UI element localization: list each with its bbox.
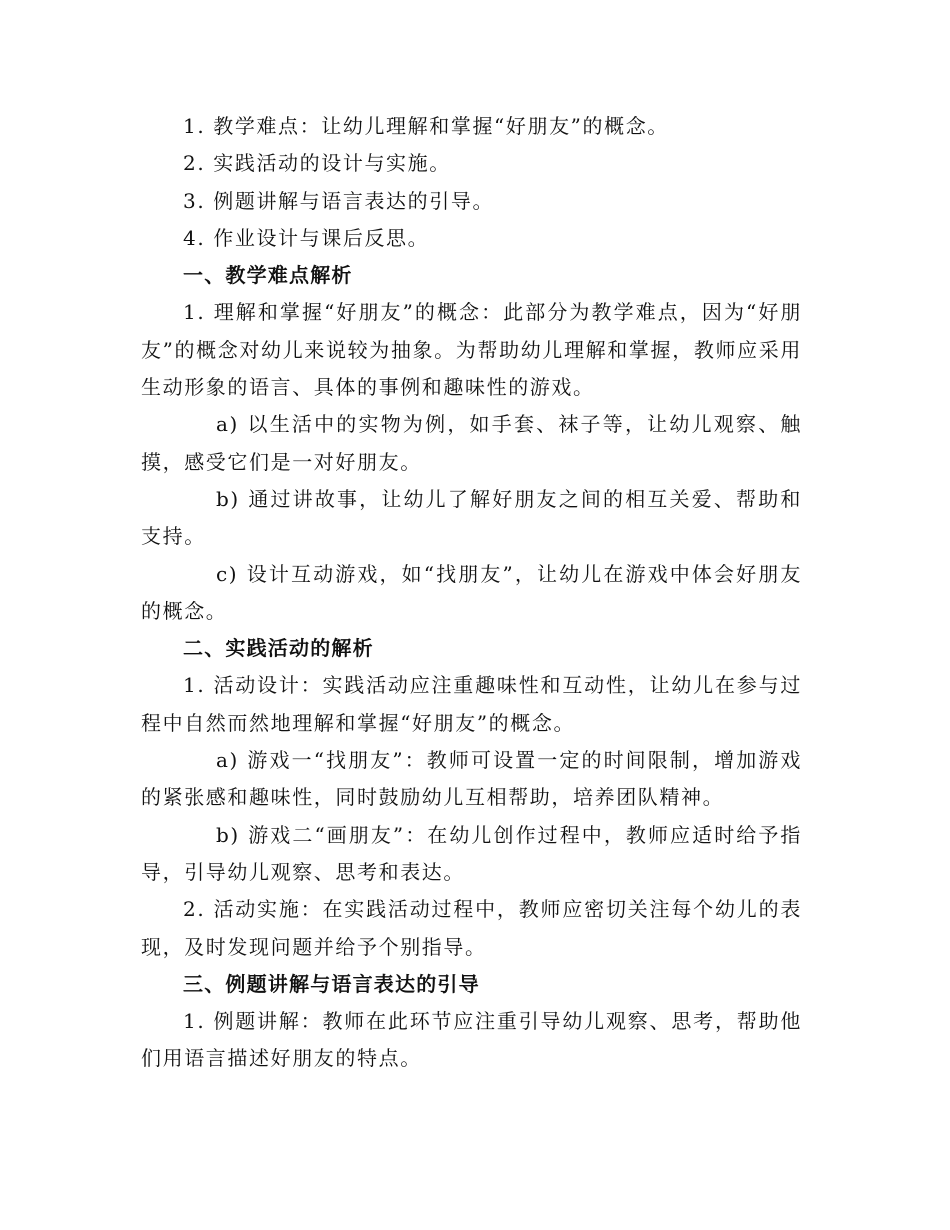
section-heading: 二、实践活动的解析 [183,636,374,661]
list-item: 4. 作业设计与课后反思。 [183,225,430,250]
sub-item: a) 以生活中的实物为例，如手套、袜子等，让幼儿观察、触摸，感受它们是一对好朋友。 [141,412,802,474]
sub-item: c) 设计互动游戏，如“找朋友”，让幼儿在游戏中体会好朋友的概念。 [141,561,802,623]
paragraph: 2. 活动实施：在实践活动过程中，教师应密切关注每个幼儿的表现，及时发现问题并给予个别指导。 [141,897,802,959]
sub-item: b) 游戏二“画朋友”：在幼儿创作过程中，教师应适时给予指导，引导幼儿观察、思考和表达。 [141,822,802,884]
sub-item: a) 游戏一“找朋友”：教师可设置一定的时间限制，增加游戏的紧张感和趣味性，同时鼓励幼儿互相帮助，培养团队精神。 [141,748,802,810]
section-heading: 一、教学难点解析 [183,263,353,288]
paragraph: 1. 例题讲解：教师在此环节应注重引导幼儿观察、思考，帮助他们用语言描述好朋友的特点。 [141,1009,802,1071]
paragraph: 1. 理解和掌握“好朋友”的概念：此部分为教学难点，因为“好朋友”的概念对幼儿来说较为抽象。为帮助幼儿理解和掌握，教师应采用生动形象的语言、具体的事例和趣味性的游戏。 [141,300,802,400]
list-item: 3. 例题讲解与语言表达的引导。 [183,188,495,213]
list-item: 1. 教学难点：让幼儿理解和掌握“好朋友”的概念。 [183,114,669,138]
list-item: 2. 实践活动的设计与实施。 [183,151,451,176]
sub-item: b) 通过讲故事，让幼儿了解好朋友之间的相互关爱、帮助和支持。 [141,486,802,549]
paragraph: 1. 活动设计：实践活动应注重趣味性和互动性，让幼儿在参与过程中自然而然地理解和掌握“好朋友”的概念。 [141,673,802,735]
section-heading: 三、例题讲解与语言表达的引导 [183,971,480,996]
document-body [141,108,802,1078]
